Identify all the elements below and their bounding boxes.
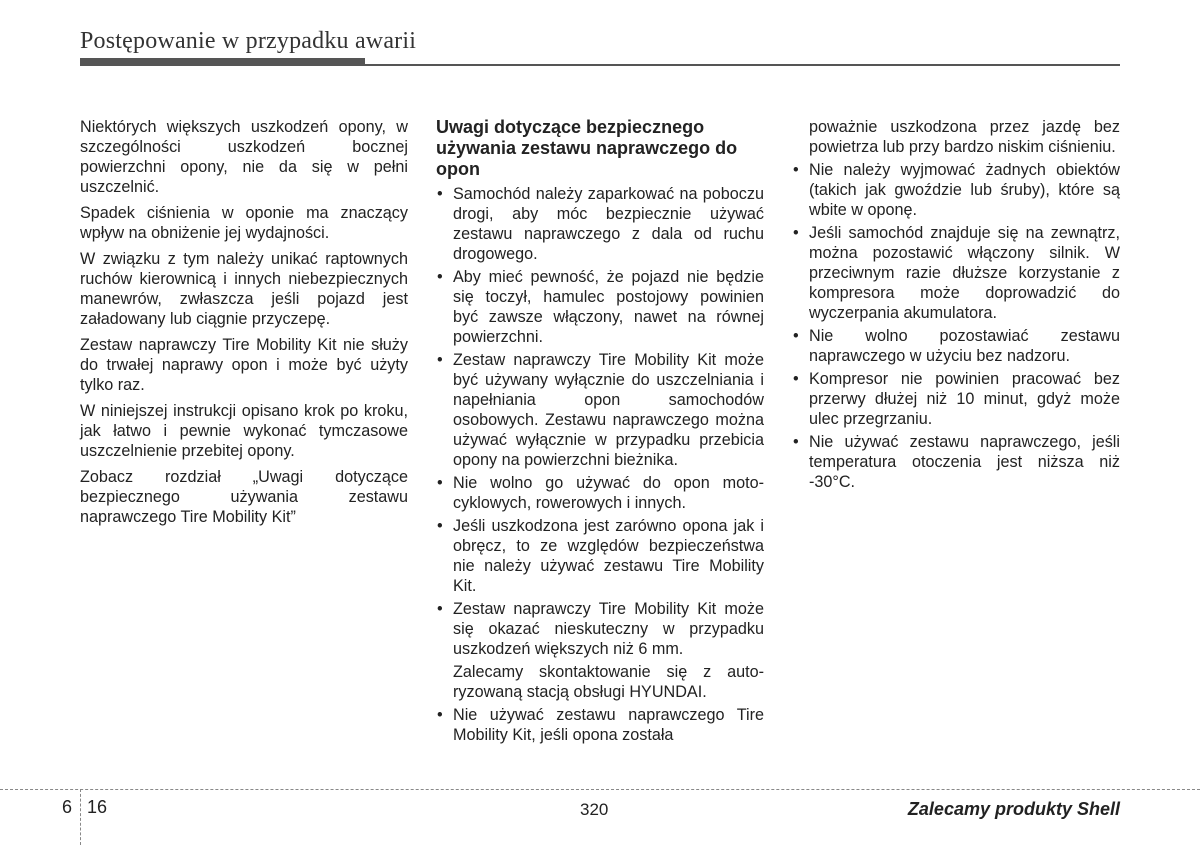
footer-brand-text: Zalecamy produkty Shell <box>907 799 1120 819</box>
list-item <box>436 267 764 347</box>
list-item-text: Aby mieć pewność, że pojazd nie będzie się toczył, hamulec postojowy powinien być zawsze włączony, nawet na równej powierzchni. <box>453 268 764 346</box>
list-item <box>792 160 1120 220</box>
bullet-icon: • <box>793 433 799 451</box>
list-item-text: Nie wolno go używać do opon motocyklowych, rowerowych i innych. <box>453 474 764 512</box>
bullet-icon: • <box>437 706 443 724</box>
paragraph: Zestaw naprawczy Tire Mobility Kit nie służy do trwałej naprawy opon i może być użyty tylko raz. <box>80 336 408 394</box>
bullet-icon: • <box>437 474 443 492</box>
bullet-icon: • <box>437 351 443 369</box>
column-left <box>80 117 408 533</box>
footer-vertical-divider <box>80 789 81 845</box>
paragraph: W niniejszej instrukcji opisano krok po kroku, jak łatwo i pewnie wykonać tymczasowe uszczelnienie przebitej opony. <box>80 402 408 460</box>
list-item-continuation <box>792 117 1120 157</box>
header-rule <box>80 64 1120 66</box>
list-item <box>436 184 764 264</box>
list-item-text: Kompresor nie powinien pracować bez przerwy dłużej niż 10 minut, gdyż może ulec przegrzaniu. <box>809 370 1120 428</box>
list-item-text: Jeśli uszkodzona jest zarówno opona jak i obręcz, to ze względów bezpieczeństwa nie należy używać zestawu Tire Mobility Kit. <box>453 517 764 595</box>
page-title: Postępowanie w przypadku awarii <box>80 28 417 54</box>
list-item-note: Zalecamy skontaktowanie się z autoryzowaną stacją obsługi HYUNDAI. <box>453 663 764 701</box>
list-item <box>436 705 764 745</box>
list-item-text: Nie używać zestawu naprawczego Tire Mobility Kit, jeśli opona została <box>453 706 764 744</box>
bullet-icon: • <box>437 185 443 203</box>
list-item-text: Nie używać zestawu naprawczego, jeśli temperatura otoczenia jest niższa niż -30°C. <box>809 433 1120 491</box>
list-item <box>436 350 764 470</box>
list-item-text: Nie należy wyjmować żadnych obiektów (takich jak gwoździe lub śruby), które są wbite w oponę. <box>809 161 1120 219</box>
paragraph: Niektórych większych uszkodzeń opony, w szczególności uszkodzeń bocznej powierzchni opony, nie da się w pełni uszczelnić. <box>80 118 408 196</box>
chapter-number: 6 <box>62 797 73 817</box>
bullet-icon: • <box>437 600 443 618</box>
list-item <box>436 516 764 596</box>
paragraph: Zobacz rozdział „Uwagi dotyczące bezpiecznego używania zestawu naprawczego Tire Mobility Kit” <box>80 468 408 526</box>
footer-divider <box>0 789 1200 790</box>
list-item <box>792 432 1120 492</box>
list-item <box>792 369 1120 429</box>
list-item-text: Nie wolno pozostawiać zestawu naprawczego w użyciu bez nadzoru. <box>809 327 1120 365</box>
section-heading: Uwagi dotyczące bezpiecznego używania zestawu naprawczego do opon <box>436 117 738 179</box>
bullet-icon: • <box>793 370 799 388</box>
list-item <box>792 326 1120 366</box>
bullet-icon: • <box>437 268 443 286</box>
list-item-text: Zestaw naprawczy Tire Mobility Kit może się okazać nieskuteczny w przypadku uszkodzeń większych niż 6 mm. <box>453 600 764 658</box>
paragraph: W związku z tym należy unikać raptownych ruchów kierownicą i innych niebezpiecznych manewrów, zwłaszcza jeśli pojazd jest załadowany lub ciągnie przyczepę. <box>80 250 408 328</box>
list-item-text: poważnie uszkodzona przez jazdę bez powietrza lub przy bardzo niskim ciśnieniu. <box>809 118 1120 156</box>
list-item-text: Samochód należy zaparkować na poboczu drogi, aby móc bezpiecznie używać zestawu naprawczego z dala od ruchu drogowego. <box>453 185 764 263</box>
paragraph: Spadek ciśnienia w oponie ma znaczący wpływ na obniżenie jej wydajności. <box>80 204 408 242</box>
bullet-icon: • <box>793 224 799 242</box>
chapter-page-number: 16 <box>87 797 108 817</box>
page-number: 320 <box>580 800 609 819</box>
bullet-icon: • <box>437 517 443 535</box>
list-item-text: Jeśli samochód znajduje się na zewnątrz, można pozostawić włączony silnik. W przeciwnym razie dłuższe korzystanie z kompresora może doprowadzić do wyczerpania akumulatora. <box>809 224 1120 322</box>
list-item <box>792 223 1120 323</box>
column-right <box>792 117 1120 495</box>
bullet-icon: • <box>793 327 799 345</box>
list-item-text: Zestaw naprawczy Tire Mobility Kit może być używany wyłącznie do uszczelniania i napełniania opon samochodów osobowych. Zestawu naprawczego można używać wyłącznie w przypadku przebicia opony na powierzchni bieżnika. <box>453 351 764 469</box>
bullet-icon: • <box>793 161 799 179</box>
bullet-list <box>436 184 764 745</box>
column-middle <box>436 117 764 748</box>
bullet-list <box>792 117 1120 492</box>
list-item <box>436 473 764 513</box>
list-item <box>436 599 764 702</box>
